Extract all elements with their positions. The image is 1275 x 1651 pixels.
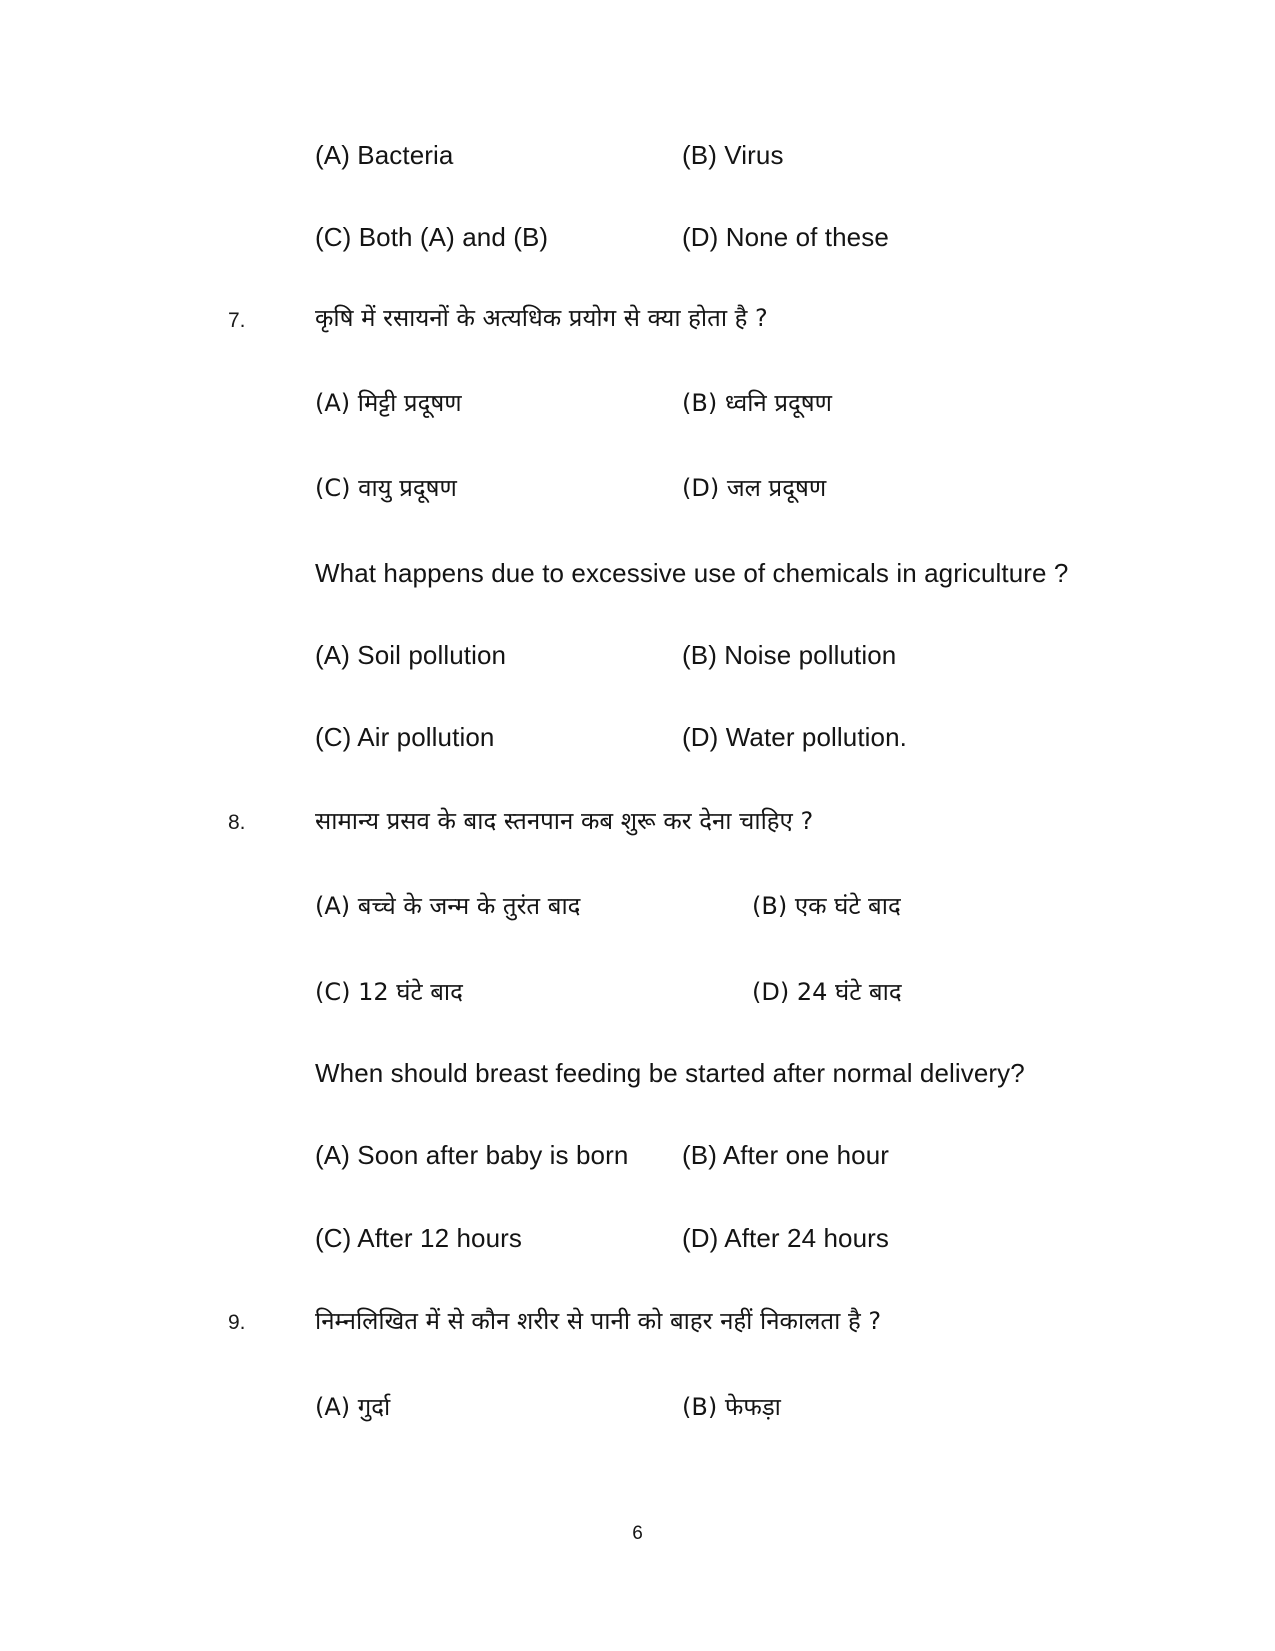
q7-english-option-a: (A) Soil pollution	[315, 640, 507, 670]
q7-hindi-option-c: (C) वायु प्रदूषण	[315, 474, 457, 502]
q7-hindi-option-b: (B) ध्वनि प्रदूषण	[682, 389, 832, 417]
q6-option-a: (A) Bacteria	[315, 140, 454, 170]
q7-hindi-option-a: (A) मिट्टी प्रदूषण	[315, 389, 462, 417]
q8-hindi-option-c: (C) 12 घंटे बाद	[315, 978, 463, 1006]
q7-english-option-c: (C) Air pollution	[315, 722, 495, 752]
q9-number: 9.	[228, 1311, 246, 1334]
q8-hindi-option-d: (D) 24 घंटे बाद	[752, 978, 902, 1006]
q8-english-option-a: (A) Soon after baby is born	[315, 1140, 629, 1170]
q7-hindi-question: कृषि में रसायनों के अत्यधिक प्रयोग से क्या होता है ?	[315, 304, 768, 332]
q6-option-d: (D) None of these	[682, 222, 889, 252]
page-number: 6	[632, 1523, 643, 1544]
q6-option-b: (B) Virus	[682, 140, 784, 170]
q7-english-option-b: (B) Noise pollution	[682, 640, 897, 670]
q8-english-option-d: (D) After 24 hours	[682, 1223, 889, 1253]
q8-hindi-question: सामान्य प्रसव के बाद स्तनपान कब शुरू कर देना चाहिए ?	[315, 807, 814, 835]
q8-english-option-c: (C) After 12 hours	[315, 1223, 522, 1253]
q9-hindi-option-a: (A) गुर्दा	[315, 1393, 391, 1421]
q7-number: 7.	[228, 309, 246, 332]
q8-number: 8.	[228, 811, 246, 834]
q7-hindi-option-d: (D) जल प्रदूषण	[682, 474, 827, 502]
q8-hindi-option-a: (A) बच्चे के जन्म के तुरंत बाद	[315, 892, 581, 920]
q7-english-question: What happens due to excessive use of chemicals in agriculture ?	[315, 558, 1069, 588]
q7-english-option-d: (D) Water pollution.	[682, 722, 907, 752]
q8-english-option-b: (B) After one hour	[682, 1140, 890, 1170]
q9-hindi-option-b: (B) फेफड़ा	[682, 1393, 781, 1421]
q9-hindi-question: निम्नलिखित में से कौन शरीर से पानी को बाहर नहीं निकालता है ?	[315, 1307, 882, 1335]
q6-option-c: (C) Both (A) and (B)	[315, 222, 549, 252]
q8-english-question: When should breast feeding be started after normal delivery?	[315, 1058, 1025, 1088]
q8-hindi-option-b: (B) एक घंटे बाद	[752, 892, 901, 920]
